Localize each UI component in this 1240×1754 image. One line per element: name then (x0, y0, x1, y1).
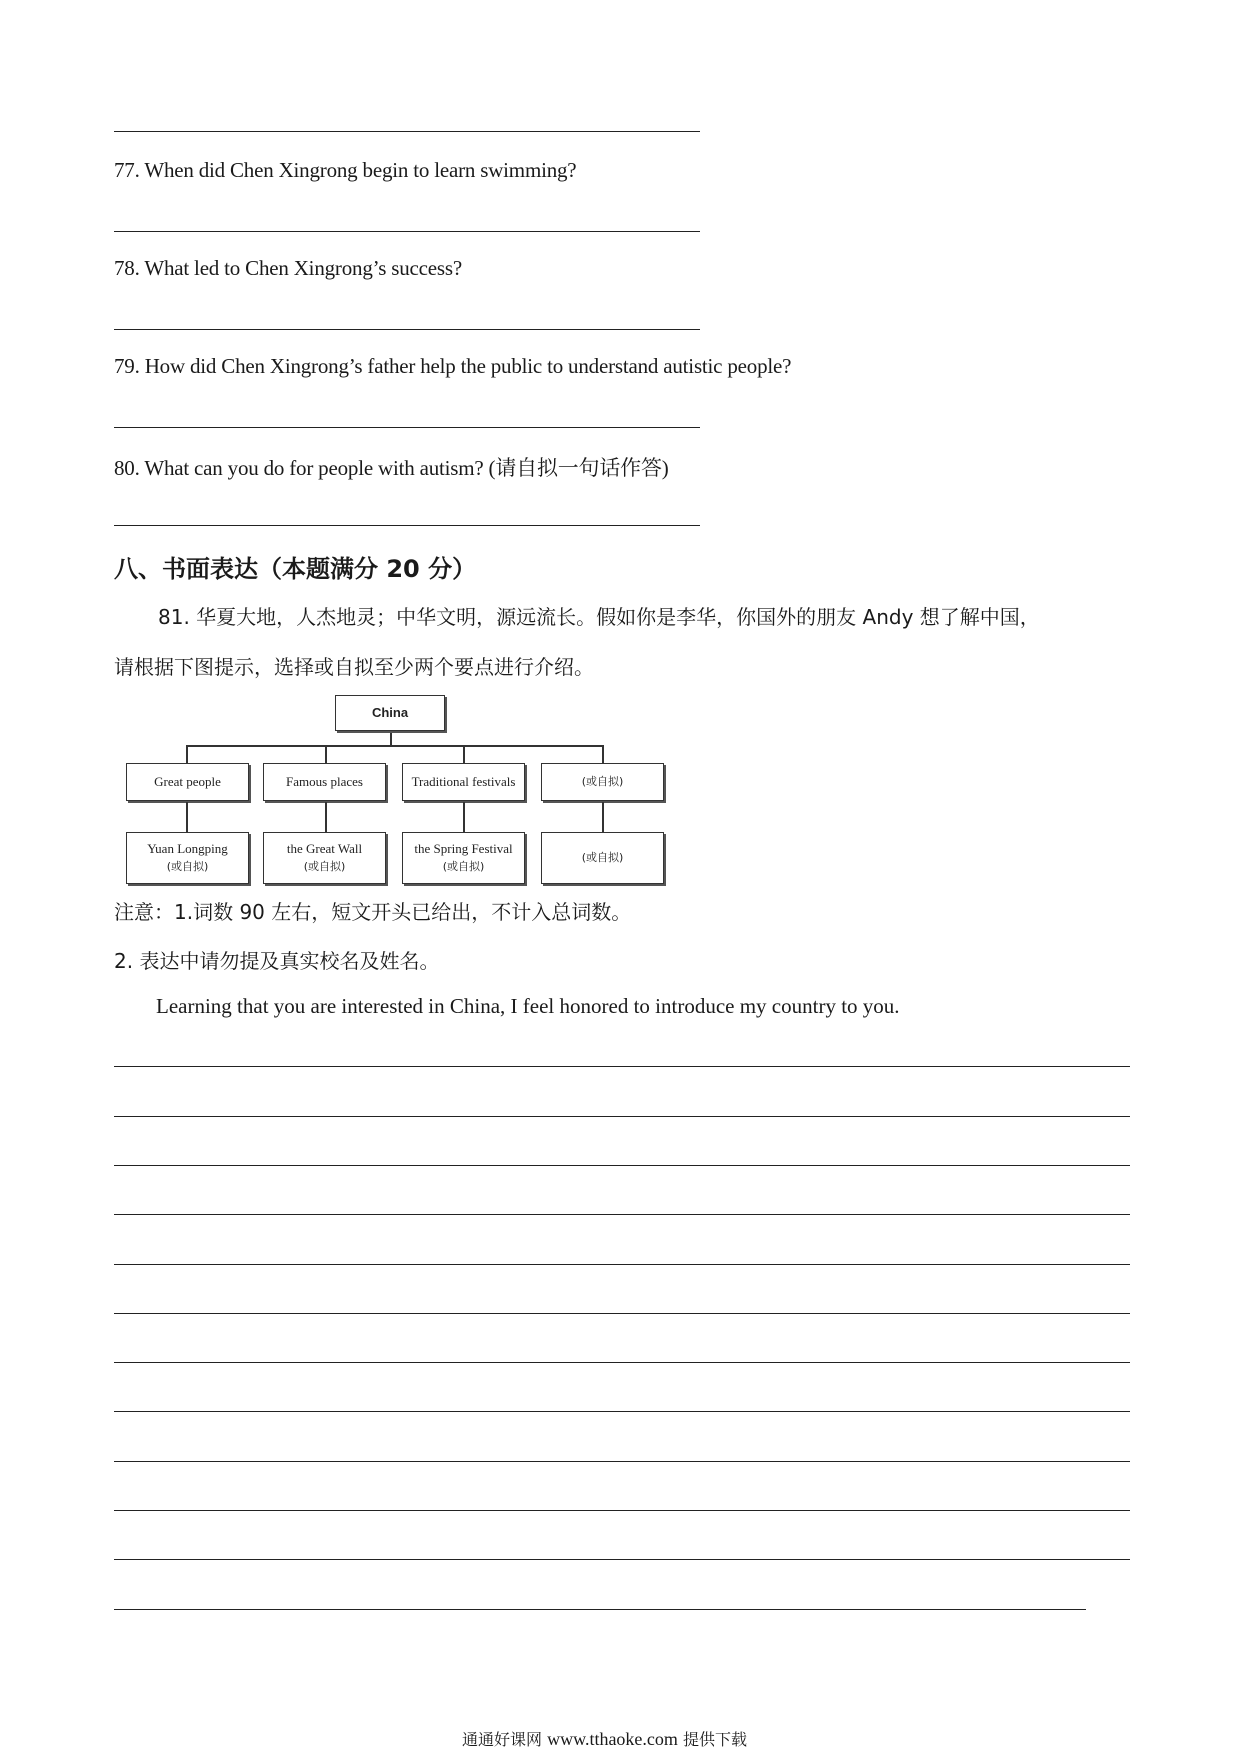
question-text: How did Chen Xingrong’s father help the public to understand autistic people? (144, 354, 792, 378)
connector (463, 745, 465, 763)
answer-line (114, 525, 700, 526)
answer-line (114, 427, 700, 428)
writing-line (114, 1313, 1130, 1314)
mind-map-example: the Great Wall (或自拟) (263, 832, 386, 884)
connector (325, 745, 327, 763)
connector (390, 733, 392, 745)
question-text: What led to Chen Xingrong’s success? (144, 256, 462, 280)
mind-map-category: Famous places (263, 763, 386, 801)
question-text: What can you do for people with autism? (请自拟一句话作答) (144, 456, 669, 480)
note-no-real-names: 2. 表达中请勿提及真实校名及姓名。 (114, 949, 440, 973)
writing-line (114, 1165, 1130, 1166)
footer-suffix: 提供下载 (683, 1730, 748, 1749)
mind-map-category: (或自拟) (541, 763, 664, 801)
connector (463, 802, 465, 832)
mind-map-root: China (335, 695, 445, 731)
connector (186, 745, 188, 763)
question-80 (114, 452, 669, 482)
mind-map-example: (或自拟) (541, 832, 664, 884)
mind-map-category: Traditional festivals (402, 763, 525, 801)
mind-map (118, 690, 678, 890)
writing-prompt-line2: 请根据下图提示，选择或自拟至少两个要点进行介绍。 (114, 655, 594, 679)
writing-line (114, 1461, 1130, 1462)
mind-map-example: the Spring Festival (或自拟) (402, 832, 525, 884)
writing-line (114, 1559, 1130, 1560)
essay-opening: Learning that you are interested in China, I feel honored to introduce my country to you. (156, 994, 900, 1018)
connector (602, 802, 604, 832)
connector (325, 802, 327, 832)
section-heading: 八、书面表达（本题满分 20 分） (114, 555, 477, 583)
answer-line (114, 231, 700, 232)
question-number: 80. (114, 456, 140, 480)
connector (602, 745, 604, 763)
connector (186, 745, 602, 747)
writing-prompt-line1: 81. 华夏大地，人杰地灵；中华文明，源远流长。假如你是李华，你国外的朋友 Andy 想了解中国， (158, 605, 1040, 629)
question-number: 77. (114, 158, 140, 182)
answer-line (114, 329, 700, 330)
writing-line (114, 1609, 1086, 1610)
mind-map-category: Great people (126, 763, 249, 801)
writing-line (114, 1214, 1130, 1215)
footer-site-name: 通通好课网 (462, 1730, 543, 1749)
question-number: 78. (114, 256, 140, 280)
mind-map-example: Yuan Longping (或自拟) (126, 832, 249, 884)
writing-line (114, 1116, 1130, 1117)
answer-line (114, 131, 700, 132)
writing-line (114, 1411, 1130, 1412)
writing-line (114, 1066, 1130, 1067)
question-text: When did Chen Xingrong begin to learn swimming? (144, 158, 577, 182)
question-79 (114, 354, 791, 379)
writing-line (114, 1510, 1130, 1511)
writing-line (114, 1362, 1130, 1363)
question-number: 79. (114, 354, 140, 378)
connector (186, 802, 188, 832)
question-77 (114, 158, 576, 183)
footer-url[interactable]: www.tthaoke.com (547, 1729, 678, 1749)
note-word-count: 注意：1.词数 90 左右，短文开头已给出，不计入总词数。 (114, 900, 632, 924)
page-footer (462, 1727, 747, 1750)
question-78 (114, 256, 462, 281)
writing-line (114, 1264, 1130, 1265)
